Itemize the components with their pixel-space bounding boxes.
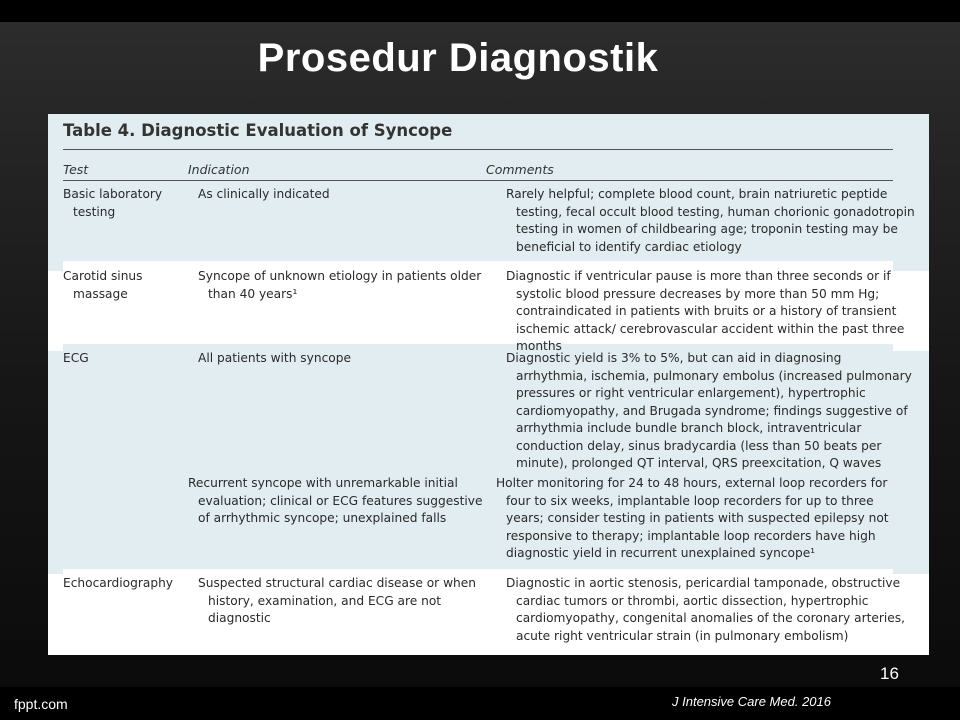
diagnostic-table xyxy=(63,114,915,650)
cell-comments: Holter monitoring for 24 to 48 hours, external loop recorders for four to six weeks, implantable loop recorders for up to three years; consider testing in patients with suspected epilepsy not responsive to therapy; implantable loop recorders have high diagnostic yield in recurrent unexplained syncope¹ xyxy=(496,476,889,560)
cell-indication: Recurrent syncope with unremarkable initial evaluation; clinical or ECG features suggestive of arrhythmic syncope; unexplained falls xyxy=(188,476,483,525)
table-row xyxy=(63,344,912,570)
slide-title: Prosedur Diagnostik xyxy=(257,36,659,80)
table-caption: Table 4. Diagnostic Evaluation of Syncope xyxy=(63,121,453,140)
table-top-rule xyxy=(63,149,893,150)
cell-comments: Diagnostic in aortic stenosis, pericardial tamponade, obstructive cardiac tumors or thrombi, aortic dissection, hypertrophic cardiomyopathy, congenital anomalies of the coronary arteries, acute right ventricular strain (in pulmonary embolism) xyxy=(506,576,905,643)
header-indication: Indication xyxy=(188,161,250,177)
citation: J Intensive Care Med. 2016 xyxy=(672,694,831,709)
cell-test-empty xyxy=(63,475,188,563)
cell-comments: Diagnostic if ventricular pause is more than three seconds or if systolic blood pressure decreases by more than 50 mm Hg; contraindicated in patients with bruits or a history of transient ischemic attack/ cerebrovascular accident within the past three months xyxy=(506,269,905,353)
cell-indication: Syncope of unknown etiology in patients older than 40 years¹ xyxy=(198,269,482,301)
table-header-row xyxy=(63,158,893,180)
table-row xyxy=(63,262,905,353)
table-subrow xyxy=(63,475,893,563)
cell-comments: Diagnostic yield is 3% to 5%, but can aid in diagnosing arrhythmia, ischemia, pulmonary embolus (increased pulmonary pressures or right ventricular enlargement), hypertrophic cardiomyopathy, and Brugada syndrome; findings suggestive of arrhythmia include bundle branch block, intraventricular conduction delay, sinus bradycardia (less than 50 beats per minute), prolonged QT interval, QRS preexcitation, Q waves xyxy=(506,351,912,470)
fppt-logo: fppt.com xyxy=(14,696,68,712)
cell-indication: As clinically indicated xyxy=(198,187,330,201)
cell-indication: Suspected structural cardiac disease or when history, examination, and ECG are not diagnostic xyxy=(198,576,476,625)
header-comments: Comments xyxy=(486,161,554,177)
cell-test: Basic laboratory testing xyxy=(63,187,163,219)
header-test: Test xyxy=(63,161,89,177)
page-number: 16 xyxy=(880,664,899,683)
table-image xyxy=(48,114,929,655)
table-row xyxy=(63,181,915,262)
table-row xyxy=(63,570,905,650)
cell-indication: All patients with syncope xyxy=(198,351,351,365)
cell-test: Carotid sinus massage xyxy=(63,269,143,301)
cell-test: Echocardiography xyxy=(63,576,174,590)
table-subrow xyxy=(63,350,912,475)
cell-test: ECG xyxy=(63,351,89,365)
cell-comments: Rarely helpful; complete blood count, brain natriuretic peptide testing, fecal occult blood testing, human chorionic gonadotropin testing in women of childbearing age; troponin testing may be beneficial to identify cardiac etiology xyxy=(506,187,915,254)
